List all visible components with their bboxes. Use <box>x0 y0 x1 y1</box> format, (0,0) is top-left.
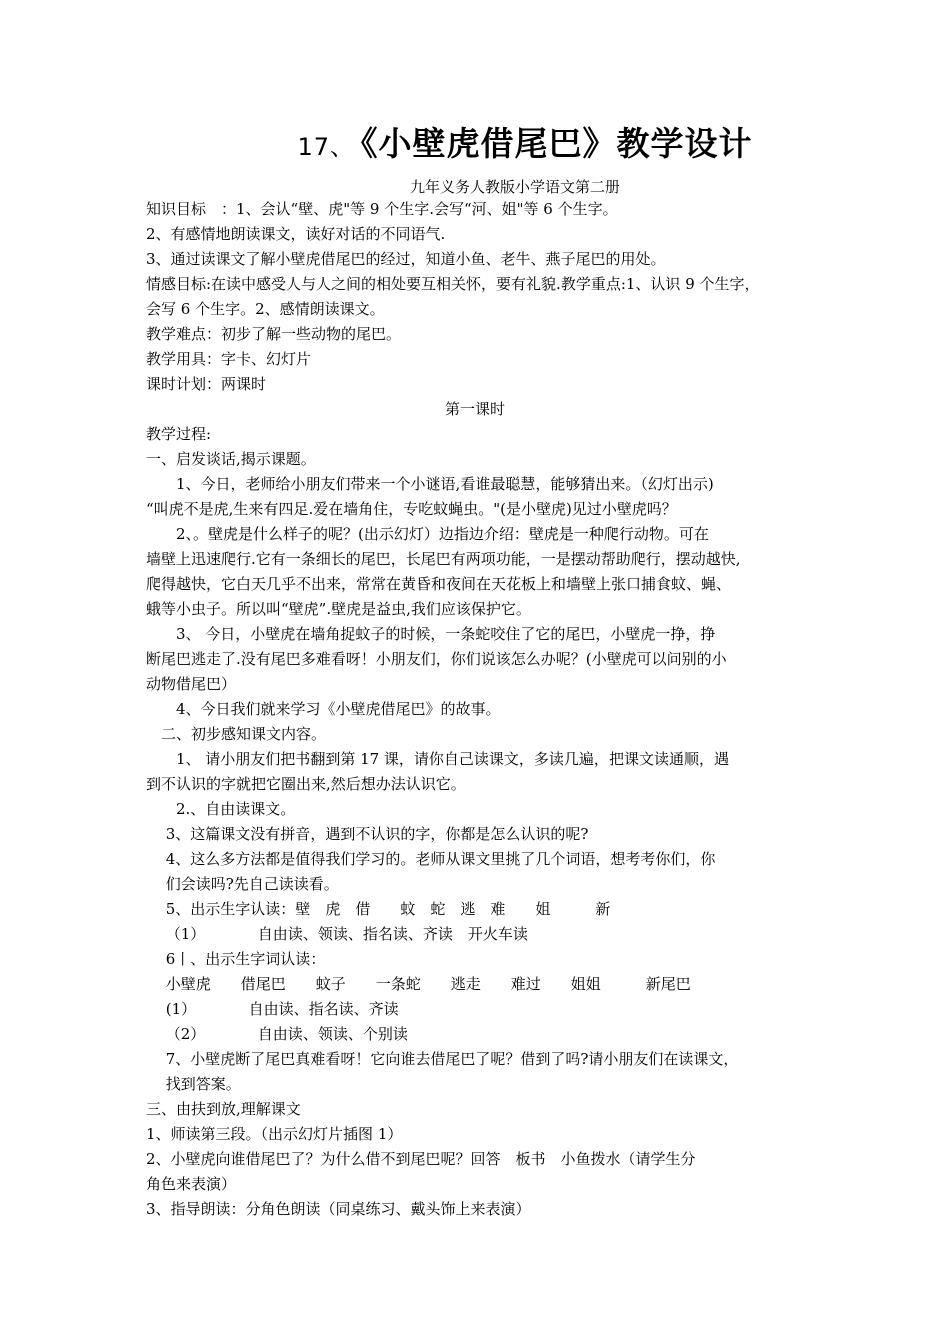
paragraph-line: 3、指导朗读：分角色朗读（同桌练习、戴头饰上来表演） <box>146 1200 531 1218</box>
paragraph-line: 6丨、出示生字词认读： <box>146 950 326 968</box>
paragraph-line: 5、出示生字认读：壁 虎 借 蚊 蛇 逃 难 姐 新 <box>146 900 611 918</box>
paragraph-line: 断尾巴逃走了.没有尾巴多难看呀！小朋友们，你们说该怎么办呢？(小壁虎可以问别的小 <box>146 650 727 668</box>
title-number: 17、 <box>297 133 356 161</box>
section-heading: 二、初步感知课文内容。 <box>146 725 327 743</box>
paragraph-line: （1） 自由读、领读、指名读、齐读 开火车读 <box>146 925 528 943</box>
paragraph-line: 到不认识的字就把它圈出来,然后想办法认识它。 <box>146 775 466 793</box>
paragraph-line: 3、这篇课文没有拼音，遇到不认识的字，你都是怎么认识的呢? <box>146 825 589 843</box>
paragraph-line: 找到答案。 <box>146 1075 241 1093</box>
paragraph-line: 蛾等小虫子。所以叫“壁虎”.壁虎是益虫,我们应该保护它。 <box>146 600 531 618</box>
paragraph-line: 3、通过读课文了解小壁虎借尾巴的经过，知道小鱼、老牛、燕子尾巴的用处。 <box>146 250 666 268</box>
page-title <box>0 118 950 165</box>
paragraph-line: 4、今日我们就来学习《小壁虎借尾巴》的故事。 <box>146 700 501 718</box>
paragraph-line: 情感目标:在读中感受人与人之间的相处要互相关怀，要有礼貌.教学重点:1、认识 9 个生字， <box>146 275 760 293</box>
paragraph-line: 小壁虎 借尾巴 蚊子 一条蛇 逃走 难过 姐姐 新尾巴 <box>146 975 691 993</box>
paragraph-line: 教学用具：字卡、幻灯片 <box>146 350 312 368</box>
paragraph-line: 2、小壁虎向谁借尾巴了？为什么借不到尾巴呢？回答 板书 小鱼拨水（请学生分 <box>146 1150 696 1168</box>
subtitle: 九年义务人教版小学语文第二册 <box>410 178 621 196</box>
paragraph-line: 教学难点：初步了解一些动物的尾巴。 <box>146 325 402 343</box>
paragraph-line: 7、小壁虎断了尾巴真难看呀！它向谁去借尾巴了呢？借到了吗?请小朋友们在读课文， <box>146 1050 739 1068</box>
section-heading: 三、由扶到放,理解课文 <box>146 1100 301 1118</box>
paragraph-line: 知识目标 ：1、会认“壁、虎"等 9 个生字.会写“河、姐"等 6 个生字。 <box>146 200 618 218</box>
paragraph-line: 爬得越快，它白天几乎不出来，常常在黄昏和夜间在天花板上和墙壁上张口捕食蚊、蝇、 <box>146 575 732 593</box>
paragraph-line: 会写 6 个生字。2、感情朗读课文。 <box>146 300 385 318</box>
section-heading: 第一课时 <box>444 400 505 418</box>
paragraph-line: 教学过程: <box>146 425 212 443</box>
paragraph-line: 2、有感情地朗读课文，读好对话的不同语气. <box>146 225 446 243</box>
paragraph-line: (1） 自由读、指名读、齐读 <box>146 1000 399 1018</box>
paragraph-line: 们会读吗?先自己读读看。 <box>146 875 339 893</box>
paragraph-line: “叫虎不是虎,生来有四足.爱在墙角住，专吃蚊蝇虫。"(是小壁虎)见过小壁虎吗？ <box>146 500 677 518</box>
paragraph-line: 4、这么多方法都是值得我们学习的。老师从课文里挑了几个词语，想考考你们，你 <box>146 850 716 868</box>
paragraph-line: 动物借尾巴） <box>146 675 237 693</box>
paragraph-line: 课时计划：两课时 <box>146 375 267 393</box>
paragraph-line: 1、 请小朋友们把书翻到第 17 课，请你自己读课文，多读几遍，把课文读通顺，遇 <box>146 750 729 768</box>
paragraph-line: 2.、自由读课文。 <box>146 800 296 818</box>
paragraph-line: 1、师读第三段。（出示幻灯片插图 1） <box>146 1125 403 1143</box>
paragraph-line: 1、今日，老师给小朋友们带来一个小谜语,看谁最聪慧，能够猜出来。（幻灯出示) <box>146 475 714 493</box>
paragraph-line: 2、。壁虎是什么样子的呢？(出示幻灯）边指边介绍：壁虎是一种爬行动物。可在 <box>146 525 709 543</box>
section-heading: 一、启发谈话,揭示课题。 <box>146 450 316 468</box>
paragraph-line: 墙壁上迅速爬行.它有一条细长的尾巴，长尾巴有两项功能，一是摆动帮助爬行，摆动越快, <box>146 550 741 568</box>
paragraph-line: 角色来表演） <box>146 1175 237 1193</box>
paragraph-line: （2） 自由读、领读、个别读 <box>146 1025 408 1043</box>
title-text: 《小壁虎借尾巴》教学设计 <box>361 124 753 163</box>
paragraph-line: 3、 今日，小壁虎在墙角捉蚊子的时候，一条蛇咬住了它的尾巴，小壁虎一挣，挣 <box>146 625 716 643</box>
